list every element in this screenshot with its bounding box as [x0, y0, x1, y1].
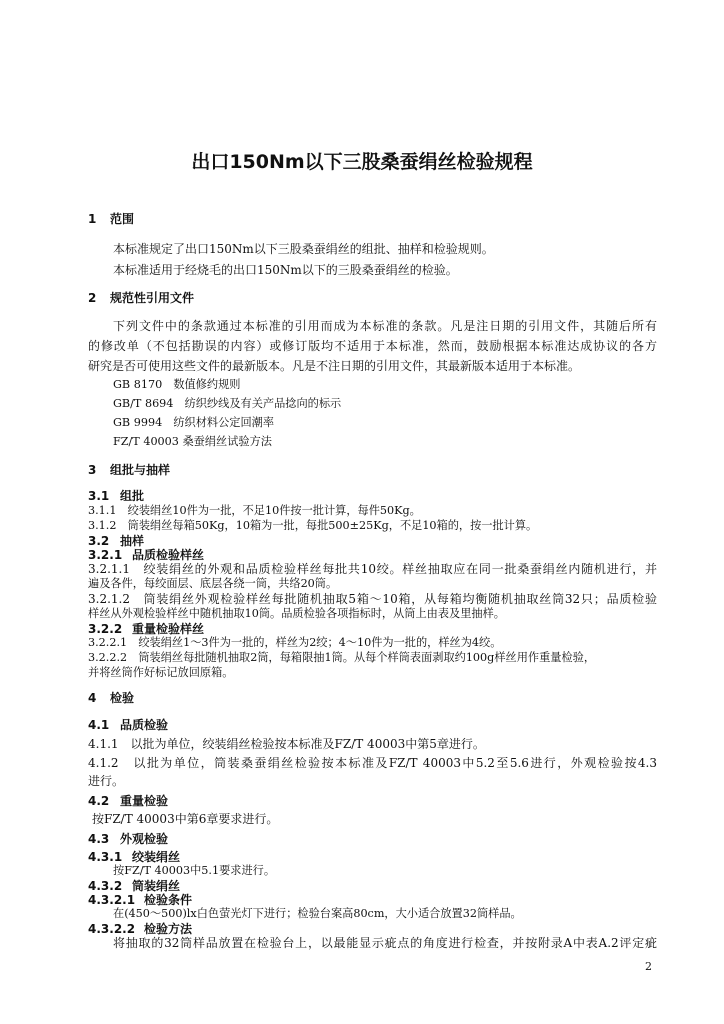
clause: 3.1.1 绞装绢丝10件为一批，不足10件按一批计算，每件50Kg。	[88, 504, 421, 517]
subsection-number: 4.3.2.1	[88, 893, 136, 907]
reference-item: FZ/T 40003 桑蚕绢丝试验方法	[113, 435, 272, 448]
section-1-heading	[88, 211, 134, 227]
clause-line: 遍及各件，每绞面层、底层各绕一筒，共络20筒。	[88, 577, 338, 590]
section-title: 检验	[110, 691, 135, 705]
subsection-heading	[88, 717, 168, 733]
clause-line: 3.2.2.2 筒装绢丝每批随机抽取2筒，每箱限抽1筒。从每个样筒表面剥取约100g样丝用作重量检验，	[88, 651, 596, 664]
subsection-title: 品质检验	[120, 718, 169, 732]
subsection-title: 检验条件	[144, 893, 193, 907]
subsection-number: 3.1	[88, 489, 110, 503]
subsection-title: 组批	[120, 489, 145, 503]
clause-line: 3.2.1.1 绞装绢丝的外观和品质检验样丝每批共10绞。样丝抽取应在同一批桑蚕绢丝内随机进行，并	[88, 562, 657, 576]
paragraph-line: 研究是否可使用这些文件的最新版本。凡是不注日期的引用文件，其最新版本适用于本标准。	[88, 359, 581, 373]
clause-line: 4.1.2 以批为单位，筒装桑蚕绢丝检验按本标准及FZ/T 40003中5.2至5.6进行，外观检验按4.3	[88, 756, 657, 770]
clause-line: 并将丝筒作好标记放回原箱。	[88, 666, 234, 679]
section-title: 规范性引用文件	[110, 291, 195, 305]
paragraph: 按FZ/T 40003中第6章要求进行。	[92, 812, 279, 826]
subsection-heading	[88, 831, 168, 847]
page-number: 2	[645, 960, 652, 973]
clause: 4.1.1 以批为单位，绞装绢丝检验按本标准及FZ/T 40003中第5章进行。	[88, 737, 485, 751]
subsection-title: 外观检验	[120, 832, 169, 846]
subsection-number: 4.3.1	[88, 850, 123, 864]
subsection-number: 4.3.2	[88, 879, 123, 893]
section-number: 1	[88, 212, 97, 226]
section-title: 范围	[110, 212, 135, 226]
reference-item: GB 8170 数值修约规则	[113, 378, 241, 391]
paragraph: 本标准适用于经烧毛的出口150Nm以下的三股桑蚕绢丝的检验。	[113, 263, 458, 277]
section-2-heading	[88, 290, 194, 306]
subsection-number: 4.1	[88, 718, 110, 732]
subsection-number: 3.2.1	[88, 548, 123, 562]
reference-item: GB/T 8694 纺织纱线及有关产品捻向的标示	[113, 397, 342, 410]
subsection-title: 品质检验样丝	[132, 548, 205, 562]
subsection-number: 4.3	[88, 832, 110, 846]
section-number: 4	[88, 691, 97, 705]
subsection-heading	[88, 793, 168, 809]
subsection-title: 重量检验样丝	[132, 622, 205, 636]
subsection-title: 抽样	[120, 534, 145, 548]
section-3-heading	[88, 462, 170, 478]
reference-item: GB 9994 纺织材料公定回潮率	[113, 416, 275, 429]
section-4-heading	[88, 690, 134, 706]
clause: 3.2.2.1 绞装绢丝1～3件为一批的，样丝为2绞；4～10件为一批的，样丝为4绞。	[88, 636, 502, 649]
clause-line: 样丝从外观检验样丝中随机抽取10筒。品质检验各项指标时，从筒上由表及里抽样。	[88, 607, 505, 620]
clause: 3.1.2 筒装绢丝每箱50Kg，10箱为一批，每批500±25Kg，不足10箱的，按一批计算。	[88, 519, 538, 532]
paragraph: 按FZ/T 40003中5.1要求进行。	[113, 864, 276, 877]
subsection-number: 4.2	[88, 794, 110, 808]
page-title: 出口150Nm以下三股桑蚕绢丝检验规程	[191, 151, 533, 173]
subsection-number: 3.2.2	[88, 622, 123, 636]
paragraph-line: 的修改单（不包括勘误的内容）或修订版均不适用于本标准，然而，鼓励根据本标准达成协议的各方	[88, 339, 657, 353]
subsection-number: 3.2	[88, 534, 110, 548]
paragraph: 本标准规定了出口150Nm以下三股桑蚕绢丝的组批、抽样和检验规则。	[113, 242, 494, 256]
subsection-heading	[88, 488, 144, 504]
section-number: 2	[88, 291, 97, 305]
clause-line: 3.2.1.2 筒装绢丝外观检验样丝每批随机抽取5箱～10箱，从每箱均衡随机抽取丝筒32只；品质检验	[88, 592, 657, 606]
subsection-number: 4.3.2.2	[88, 922, 136, 936]
subsection-title: 重量检验	[120, 794, 169, 808]
subsection-title: 绞装绢丝	[132, 850, 181, 864]
paragraph-line: 下列文件中的条款通过本标准的引用而成为本标准的条款。凡是注日期的引用文件，其随后所有	[113, 319, 657, 333]
clause-line: 进行。	[88, 774, 125, 788]
paragraph: 在(450～500)lx白色萤光灯下进行；检验台案高80cm，大小适合放置32筒样品。	[113, 907, 522, 920]
subsection-title: 筒装绢丝	[132, 879, 181, 893]
paragraph-line: 将抽取的32筒样品放置在检验台上，以最能显示疵点的角度进行检查，并按附录A中表A.2评定疵	[113, 936, 657, 950]
section-title: 组批与抽样	[110, 463, 171, 477]
subsection-title: 检验方法	[144, 922, 193, 936]
section-number: 3	[88, 463, 97, 477]
